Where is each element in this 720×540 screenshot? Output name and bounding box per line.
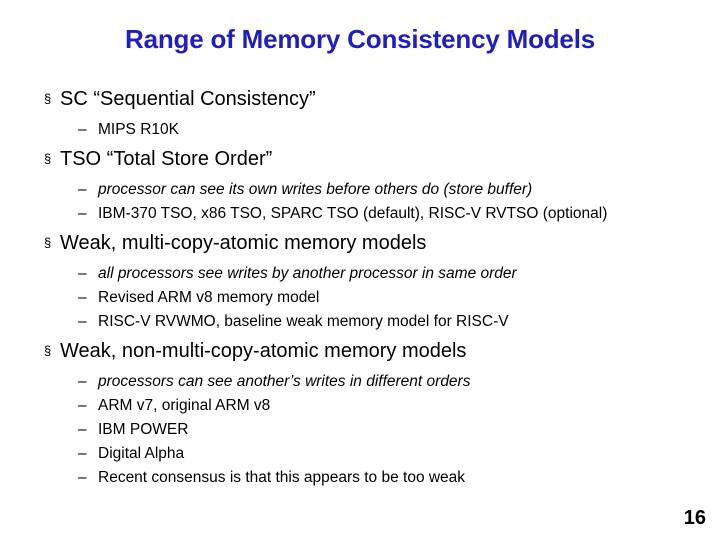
section-heading-text: Weak, non-multi-copy-atomic memory models <box>60 340 467 362</box>
section-tso <box>44 146 704 226</box>
slide-content <box>44 86 704 494</box>
list-item <box>78 178 704 202</box>
dash-icon: – <box>78 289 87 306</box>
list-item-text: IBM POWER <box>98 421 189 438</box>
list-item-text: Revised ARM v8 memory model <box>98 289 320 306</box>
dash-icon: – <box>78 205 87 222</box>
dash-icon: – <box>78 469 87 486</box>
list-item-text: MIPS R10K <box>98 121 179 138</box>
list-item-text: processors can see another’s writes in different orders <box>98 373 471 390</box>
section-heading-text: TSO “Total Store Order” <box>60 148 273 170</box>
dash-icon: – <box>78 397 87 414</box>
section-heading <box>44 338 704 366</box>
list-item <box>78 370 704 394</box>
dash-icon: – <box>78 421 87 438</box>
list-item <box>78 442 704 466</box>
section-sc <box>44 86 704 142</box>
section-heading <box>44 230 704 258</box>
page-number: 16 <box>683 507 706 529</box>
dash-icon: – <box>78 373 87 390</box>
list-item-text: all processors see writes by another processor in same order <box>98 265 517 282</box>
list-item <box>78 202 704 226</box>
section-weak-nmca <box>44 338 704 490</box>
list-item <box>78 466 704 490</box>
list-item <box>78 394 704 418</box>
section-heading <box>44 146 704 174</box>
list-item <box>78 118 704 142</box>
bullet-icon: § <box>44 91 52 106</box>
list-item-text: IBM-370 TSO, x86 TSO, SPARC TSO (default), RISC-V RVTSO (optional) <box>98 205 608 222</box>
section-heading <box>44 86 704 114</box>
list-item <box>78 262 704 286</box>
dash-icon: – <box>78 265 87 282</box>
list-item-text: Recent consensus is that this appears to be too weak <box>98 469 466 486</box>
list-item-text: RISC-V RVWMO, baseline weak memory model for RISC-V <box>98 313 509 330</box>
list-item-text: ARM v7, original ARM v8 <box>98 397 271 414</box>
section-heading-text: SC “Sequential Consistency” <box>60 88 316 110</box>
list-item <box>78 310 704 334</box>
bullet-icon: § <box>44 235 52 250</box>
dash-icon: – <box>78 121 87 138</box>
section-heading-text: Weak, multi-copy-atomic memory models <box>60 232 427 254</box>
section-weak-mca <box>44 230 704 334</box>
bullet-icon: § <box>44 151 52 166</box>
list-item <box>78 418 704 442</box>
list-item-text: Digital Alpha <box>98 445 185 462</box>
dash-icon: – <box>78 181 87 198</box>
dash-icon: – <box>78 445 87 462</box>
bullet-icon: § <box>44 343 52 358</box>
dash-icon: – <box>78 313 87 330</box>
slide-title: Range of Memory Consistency Models <box>125 24 595 54</box>
list-item <box>78 286 704 310</box>
list-item-text: processor can see its own writes before others do (store buffer) <box>98 181 533 198</box>
